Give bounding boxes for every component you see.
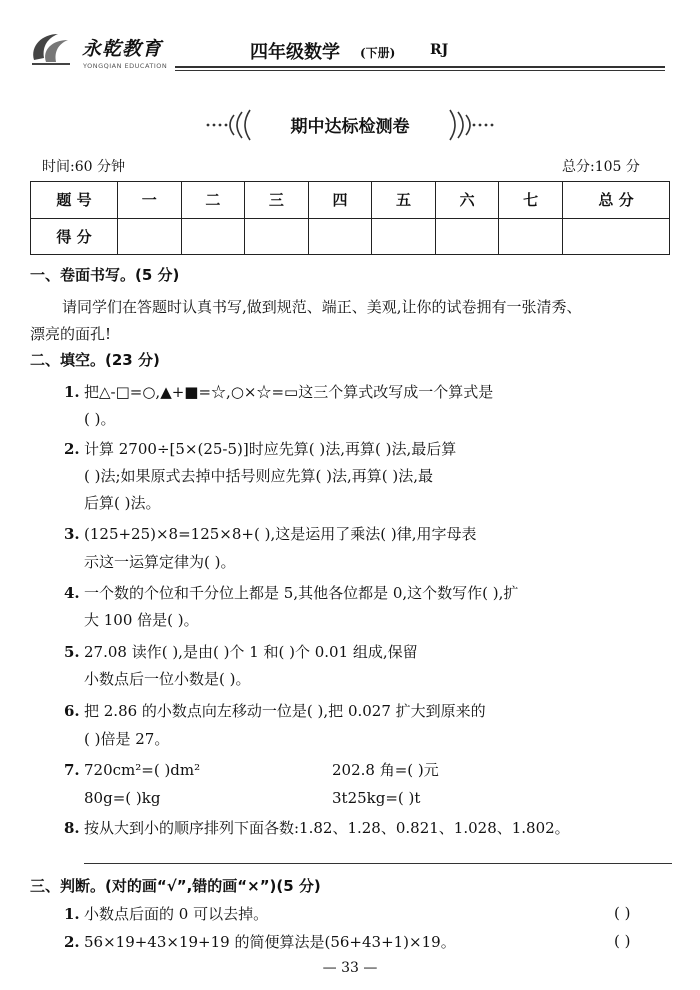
header-rule (175, 66, 665, 68)
logo-chinese-name: 永乾教育 (82, 38, 163, 60)
question-number: 2. (64, 933, 80, 951)
question-number: 5. (64, 643, 80, 661)
question-text: 后算( )法。 (84, 494, 161, 512)
section-text: 请同学们在答题时认真书写,做到规范、端正、美观,让你的试卷拥有一张清秀、 (62, 298, 582, 316)
score-cell[interactable] (563, 218, 670, 255)
score-row-label: 得 分 (31, 218, 118, 255)
page-header (0, 0, 700, 80)
page-number: — 33 — (322, 960, 378, 976)
header-rule-thin (175, 70, 665, 71)
section-title: 三、判断。(对的画“√”,错的画“×”)(5 分) (30, 877, 321, 895)
score-table (30, 181, 670, 255)
table-header-cell: 七 (499, 182, 563, 219)
question-text: 把△-□=○,▲+■=☆,○×☆=▭这三个算式改写成一个算式是 (84, 383, 494, 401)
question-text: 3t25kg=( )t (332, 789, 421, 807)
question-text: 56×19+43×19+19 的简便算法是(56+43+1)×19。 (84, 933, 456, 951)
table-row (31, 218, 670, 255)
table-header-cell: 总 分 (563, 182, 670, 219)
question-text: 计算 2700÷[5×(25-5)]时应先算( )法,再算( )法,最后算 (84, 440, 457, 458)
score-cell[interactable] (372, 218, 436, 255)
question-text: 一个数的个位和千分位上都是 5,其他各位都是 0,这个数写作( ),扩 (84, 584, 519, 602)
logo-english-name: YONGQIAN EDUCATION (83, 62, 168, 70)
book-title: 四年级数学 (250, 42, 340, 63)
score-cell[interactable] (308, 218, 372, 255)
book-volume: (下册) (360, 46, 396, 60)
question-text: 把 2.86 的小数点向左移动一位是( ),把 0.027 扩大到原来的 (84, 702, 486, 720)
score-cell[interactable] (435, 218, 499, 255)
table-header-cell: 六 (435, 182, 499, 219)
question-text: (125+25)×8=125×8+( ),这是运用了乘法( )律,用字母表 (84, 525, 477, 543)
question-text: 小数点后一位小数是( )。 (84, 670, 251, 688)
answer-blank[interactable]: ( )。 (84, 410, 116, 428)
section-text: 漂亮的面孔! (30, 325, 112, 343)
question-number: 6. (64, 702, 80, 720)
question-number: 7. (64, 761, 80, 779)
section-title: 一、卷面书写。(5 分) (30, 266, 180, 284)
answer-line[interactable] (84, 863, 672, 864)
judgment-blank[interactable]: ( ) (614, 904, 631, 922)
question-text: 大 100 倍是( )。 (84, 611, 199, 629)
score-cell[interactable] (245, 218, 309, 255)
table-header-cell: 题 号 (31, 182, 118, 219)
question-number: 1. (64, 905, 80, 923)
question-text: ( )倍是 27。 (84, 730, 170, 748)
table-header-cell: 一 (118, 182, 182, 219)
question-number: 3. (64, 525, 80, 543)
total-score: 总分:105 分 (562, 159, 640, 175)
question-text: 80g=( )kg (84, 789, 161, 807)
question-number: 1. (64, 383, 80, 401)
question-text: 720cm²=( )dm² (84, 761, 201, 779)
question-number: 8. (64, 819, 80, 837)
score-cell[interactable] (499, 218, 563, 255)
table-header-cell: 三 (245, 182, 309, 219)
section-title: 二、填空。(23 分) (30, 351, 160, 369)
time-limit: 时间:60 分钟 (42, 159, 125, 175)
question-text: 202.8 角=( )元 (332, 761, 439, 779)
score-cell[interactable] (118, 218, 182, 255)
exam-title: 期中达标检测卷 (290, 117, 410, 137)
question-text: 27.08 读作( ),是由( )个 1 和( )个 0.01 组成,保留 (84, 643, 418, 661)
score-cell[interactable] (181, 218, 245, 255)
table-row (31, 182, 670, 219)
table-header-cell: 二 (181, 182, 245, 219)
question-text: 小数点后面的 0 可以去掉。 (84, 905, 269, 923)
table-header-cell: 五 (372, 182, 436, 219)
question-text: ( )法;如果原式去掉中括号则应先算( )法,再算( )法,最 (84, 467, 434, 485)
table-header-cell: 四 (308, 182, 372, 219)
question-number: 2. (64, 440, 80, 458)
question-number: 4. (64, 584, 80, 602)
publisher-logo-icon (28, 28, 74, 68)
question-text: 按从大到小的顺序排列下面各数:1.82、1.28、0.821、1.028、1.802。 (84, 819, 570, 837)
judgment-blank[interactable]: ( ) (614, 932, 631, 950)
book-edition: RJ (430, 42, 449, 58)
question-text: 示这一运算定律为( )。 (84, 553, 236, 571)
